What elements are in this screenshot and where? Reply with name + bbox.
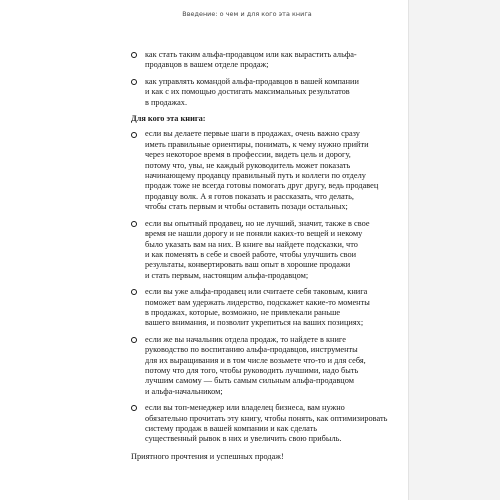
bullet-line: в продажах. — [145, 97, 188, 107]
page-body — [131, 50, 398, 462]
bullet-circle-icon — [131, 132, 137, 138]
bullet-line: потому что для того, чтобы руководить лучшими, надо быть — [145, 365, 359, 375]
bullet-line: если же вы начальник отдела продаж, то найдете в книге — [145, 334, 346, 344]
bullet-line: и как поменять в себе и своей работе, чтобы улучшить свои — [145, 249, 357, 259]
bullet-line: вашего внимания, и позволит укрепиться на ваших позициях; — [145, 318, 364, 328]
bullet-line: через некоторое время в профессии, видеть цель и дорогу, — [145, 150, 351, 160]
bullet-item — [131, 129, 398, 212]
bullet-circle-icon — [131, 79, 137, 85]
bullet-item — [131, 335, 398, 397]
bullet-line: если вы делаете первые шаги в продажах, очень важно сразу — [145, 129, 360, 139]
bullet-line: начинающему продавцу правильный путь и коллеги по отделу — [145, 171, 366, 181]
intro-bullet-list — [131, 50, 398, 108]
bullet-line: как стать таким альфа-продавцом или как вырастить альфа- — [145, 50, 357, 59]
viewer-gutter — [408, 0, 500, 500]
bullet-line: если вы уже альфа-продавец или считаете себя таковым, книга — [145, 287, 368, 297]
bullet-line: и альфа-начальником; — [145, 386, 223, 396]
bullet-circle-icon — [131, 221, 137, 227]
bullet-line: существенный рывок в них и увеличить свою прибыль. — [145, 434, 342, 444]
closing-line: Приятного прочтения и успешных продаж! — [131, 451, 284, 461]
bullet-line: обязательно прочитать эту книгу, чтобы понять, как оптимизировать — [145, 413, 388, 423]
bullet-item — [131, 287, 398, 329]
bullet-item — [131, 77, 398, 108]
bullet-line: для их выращивания и в том числе возьмете что-то и для себя, — [145, 355, 366, 365]
bullet-circle-icon — [131, 52, 137, 58]
bullet-line: время не нашли дорогу и не поняли каких-то вещей и некому — [145, 229, 363, 239]
bullet-line: руководство по воспитанию альфа-продавцов, инструменты — [145, 345, 358, 355]
bullet-line: если вы опытный продавец, но не лучший, значит, также в свое — [145, 218, 370, 228]
bullet-line: потому что, увы, не каждый руководитель может показать — [145, 160, 351, 170]
bullet-line: поможет вам удержать лидерство, подскажет какие-то моменты — [145, 297, 370, 307]
bullet-circle-icon — [131, 337, 137, 343]
bullet-line: если вы топ-менеджер или владелец бизнеса, вам нужно — [145, 403, 345, 413]
audience-heading: Для кого эта книга: — [131, 114, 206, 124]
bullet-item — [131, 219, 398, 281]
bullet-line: продавцу волк. А я готов показать и рассказать, что делать, — [145, 191, 354, 201]
bullet-line: было указать вам на них. В книге вы найдете подсказки, что — [145, 239, 358, 249]
audience-bullet-list — [131, 129, 398, 444]
bullet-line: систему продаж в вашей компании и как сделать — [145, 424, 318, 433]
book-page — [86, 0, 408, 500]
bullet-line: в продажах, которые, возможно, не привлекали раньше — [145, 307, 341, 317]
bullet-line: продаж тоже не всегда готовы помогать друг другу, ведь продавец — [145, 181, 379, 191]
bullet-circle-icon — [131, 289, 137, 295]
bullet-line: результаты, конвертировать ваш опыт в хорошие продажи — [145, 260, 351, 270]
bullet-line: продавцов в вашем отделе продаж; — [145, 60, 269, 70]
bullet-line: чтобы стать первым и чтобы оставить позади остальных; — [145, 202, 348, 212]
bullet-line: и как с их помощью достигать максимальных результатов — [145, 87, 350, 97]
bullet-item — [131, 50, 398, 71]
bullet-line: лучшим самому — быть самым сильным альфа-продавцом — [145, 376, 354, 386]
running-head: Введение: о чем и для кого эта книга — [182, 10, 312, 18]
bullet-line: и стать первым, настоящим альфа-продавцом; — [145, 270, 309, 280]
bullet-circle-icon — [131, 405, 137, 411]
bullet-line: как управлять командой альфа-продавцов в вашей компании — [145, 76, 359, 86]
bullet-item — [131, 403, 398, 445]
bullet-line: иметь правильные ориентиры, понимать, к чему нужно прийти — [145, 139, 369, 149]
